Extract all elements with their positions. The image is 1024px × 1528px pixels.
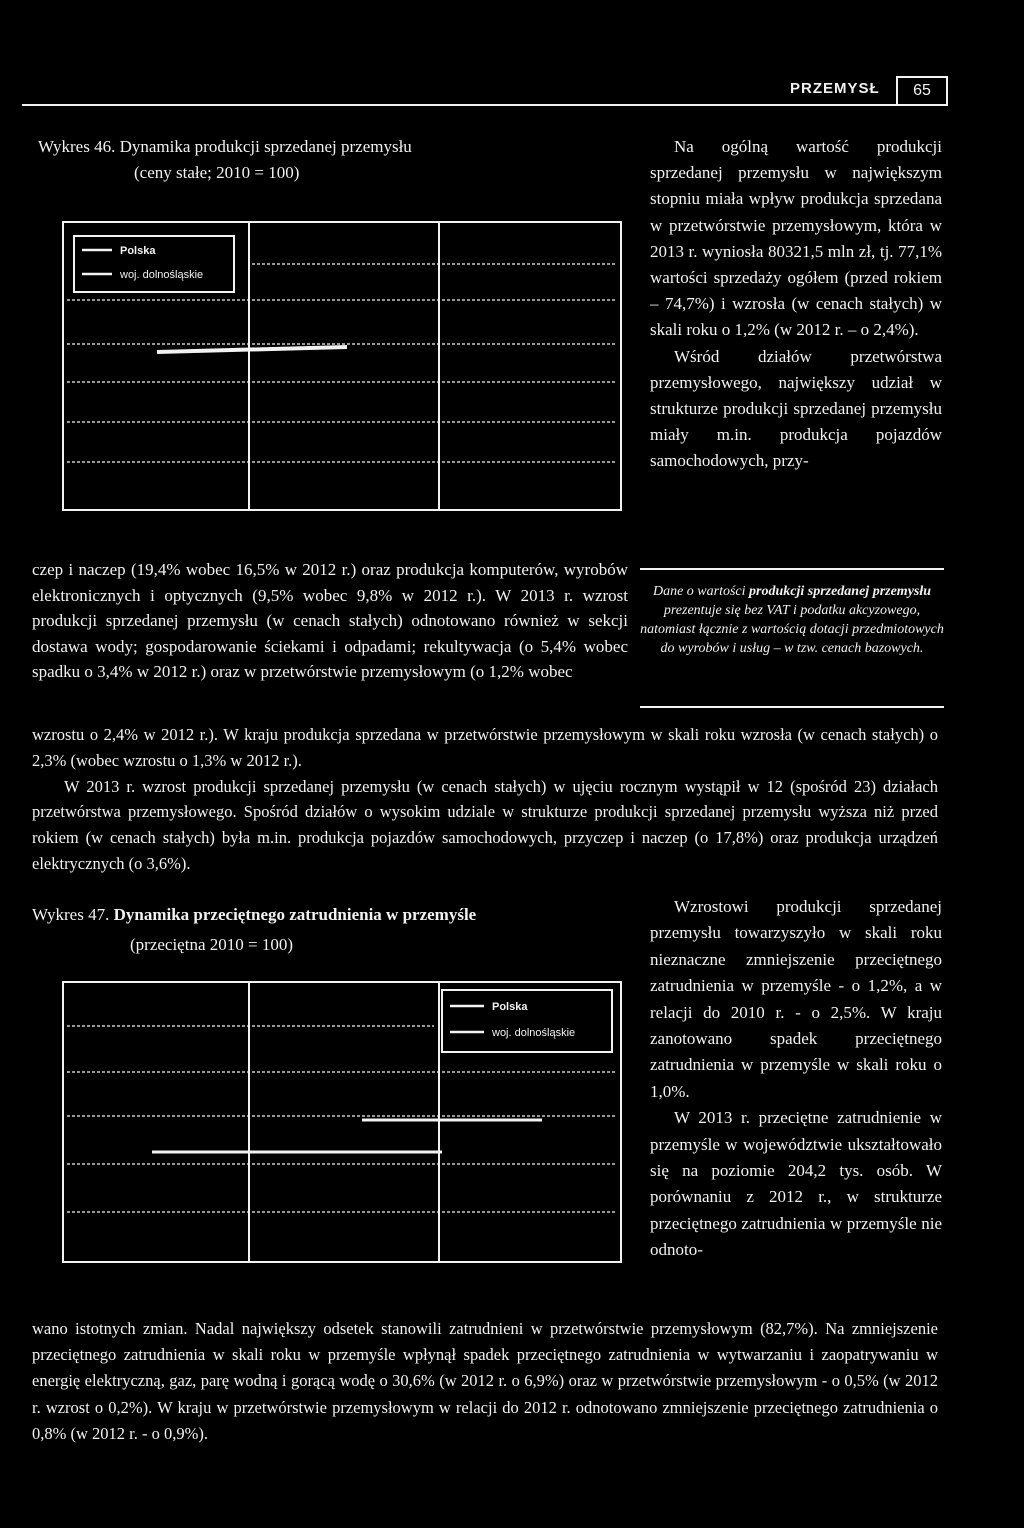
chart2-legend	[442, 990, 612, 1052]
para-right-4: W 2013 r. przeciętne zatrudnienie w przemyśle w województwie ukształtowało się na poziomie 204,2 tys. osób. W porównaniu z 2012 r., w strukturze przeciętnego zatrudnienia w przemyśle nie odnoto-	[650, 1108, 942, 1260]
chart1-legend-label-2: woj. dolnośląskie	[120, 269, 204, 281]
chart2-figure	[62, 976, 624, 1266]
header-rule	[22, 104, 946, 106]
section-title: PRZEMYSŁ	[790, 80, 880, 97]
note-box	[640, 568, 944, 708]
right-column-para-2	[650, 894, 942, 1264]
note-text-2: prezentuje się bez VAT i podatku akcyzowego, natomiast łącznie z wartością dotacji przedmiotowych do wyrobów i usług – w tzw. cenach bazowych.	[640, 603, 944, 656]
para-right-2: Wśród działów przetwórstwa przemysłowego, największy udział w strukturze produkcji sprzedanej przemysłu miały m.in. produkcja pojazdów samochodowych, przy-	[650, 346, 942, 471]
note-text-1: Dane o wartości	[652, 584, 750, 599]
chart2-legend-label-2: woj. dolnośląskie	[492, 1027, 576, 1039]
wide-para-block	[32, 722, 938, 877]
chart2-title	[32, 902, 632, 928]
wide-para-1: wzrostu o 2,4% w 2012 r.). W kraju produkcja sprzedana w przetwórstwie przemysłowym w skali roku wzrosła (w cenach stałych) o 2,3% (wobec wzrostu o 1,3% w 2012 r.).	[32, 725, 938, 770]
wide-para-2: W 2013 r. wzrost produkcji sprzedanej przemysłu (w cenach stałych) w ujęciu rocznym wystąpił w 12 (spośród 23) działach przetwórstwa przemysłowego. Spośród działów o wysokim udziale w strukturze produkcji sprzedanej przemysłu wyższa niż przed rokiem (w cenach stałych) była m.in. produkcja pojazdów samochodowych, przyczep i naczep (o 17,8%) oraz produkcja urządzeń elektrycznych (o 3,6%).	[32, 776, 938, 873]
chart1-series-line	[157, 347, 347, 352]
chart2-title-prefix: Wykres 47.	[32, 905, 114, 924]
page-number: 65	[896, 76, 948, 106]
chart2-title-bold: Dynamika przeciętnego zatrudnienia w przemyśle	[113, 905, 477, 924]
chart1-subtitle: (ceny stałe; 2010 = 100)	[134, 163, 300, 182]
note-text-bold: produkcji sprzedanej przemysłu	[749, 584, 932, 599]
para-right-3: Wzrostowi produkcji sprzedanej przemysłu towarzyszyło w skali roku nieznaczne zmniejszenie przeciętnego zatrudnienia w przemyśle - o 1,2%, a w relacji do 2010 r. - o 2,5%. W kraju zanotowano spadek przeciętnego zatrudnienia w przemyśle w skali roku o 1,0%.	[650, 897, 942, 1101]
chart1-legend-label-1: Polska	[120, 245, 156, 257]
chart2-subtitle: (przeciętna 2010 = 100)	[130, 935, 293, 954]
chart2-legend-label-1: Polska	[492, 1001, 528, 1013]
para-right-1: Na ogólną wartość produkcji sprzedanej przemysłu w największym stopniu miała wpływ produkcja sprzedana w przetwórstwie przemysłowym, która w 2013 r. wyniosła 80321,5 mln zł, tj. 77,1% wartości sprzedaży ogółem (przed rokiem – 74,7%) i wzrosła (w cenach stałych) w skali roku o 1,2% (w 2012 r. – o 2,4%).	[650, 137, 942, 340]
left-column-para: czep i naczep (19,4% wobec 16,5% w 2012 r.) oraz produkcja komputerów, wyrobów elektronicznych i optycznych (9,5% wobec 9,8% w 2012 r.). W 2013 r. wzrost produkcji sprzedanej przemysłu (w cenach stałych) odnotowano również w sekcji dostawa wody; gospodarowanie ściekami i odpadami; rekultywacja (o 5,4% wobec spadku o 3,4% w 2012 r.) oraz w przetwórstwie przemysłowym (o 1,2% wobec	[32, 560, 628, 682]
chart1-figure	[62, 212, 624, 512]
chart1-title	[38, 134, 598, 160]
chart1-gridlines	[67, 264, 617, 462]
chart1-title-text: Wykres 46. Dynamika produkcji sprzedanej przemysłu	[38, 137, 412, 156]
bottom-para: wano istotnych zmian. Nadal największy odsetek stanowili zatrudnieni w przetwórstwie przemysłowym (82,7%). Na zmniejszenie przeciętnego zatrudnienia w skali roku w przemyśle wpłynął spadek przeciętnego zatrudnienia w wytwarzaniu i zaopatrywaniu w energię elektryczną, gaz, parę wodną i gorącą wodę o 30,6% (w 2012 r. o 6,9%) oraz w przetwórstwie przemysłowym - o 0,5% (w 2012 r. wzrost o 0,2%). W kraju w przetwórstwie przemysłowym w relacji do 2012 r. odnotowano zmniejszenie przeciętnego zatrudnienia o 0,8% (w 2012 r. - o 0,9%).	[32, 1319, 938, 1443]
right-column-para-1	[650, 134, 942, 475]
